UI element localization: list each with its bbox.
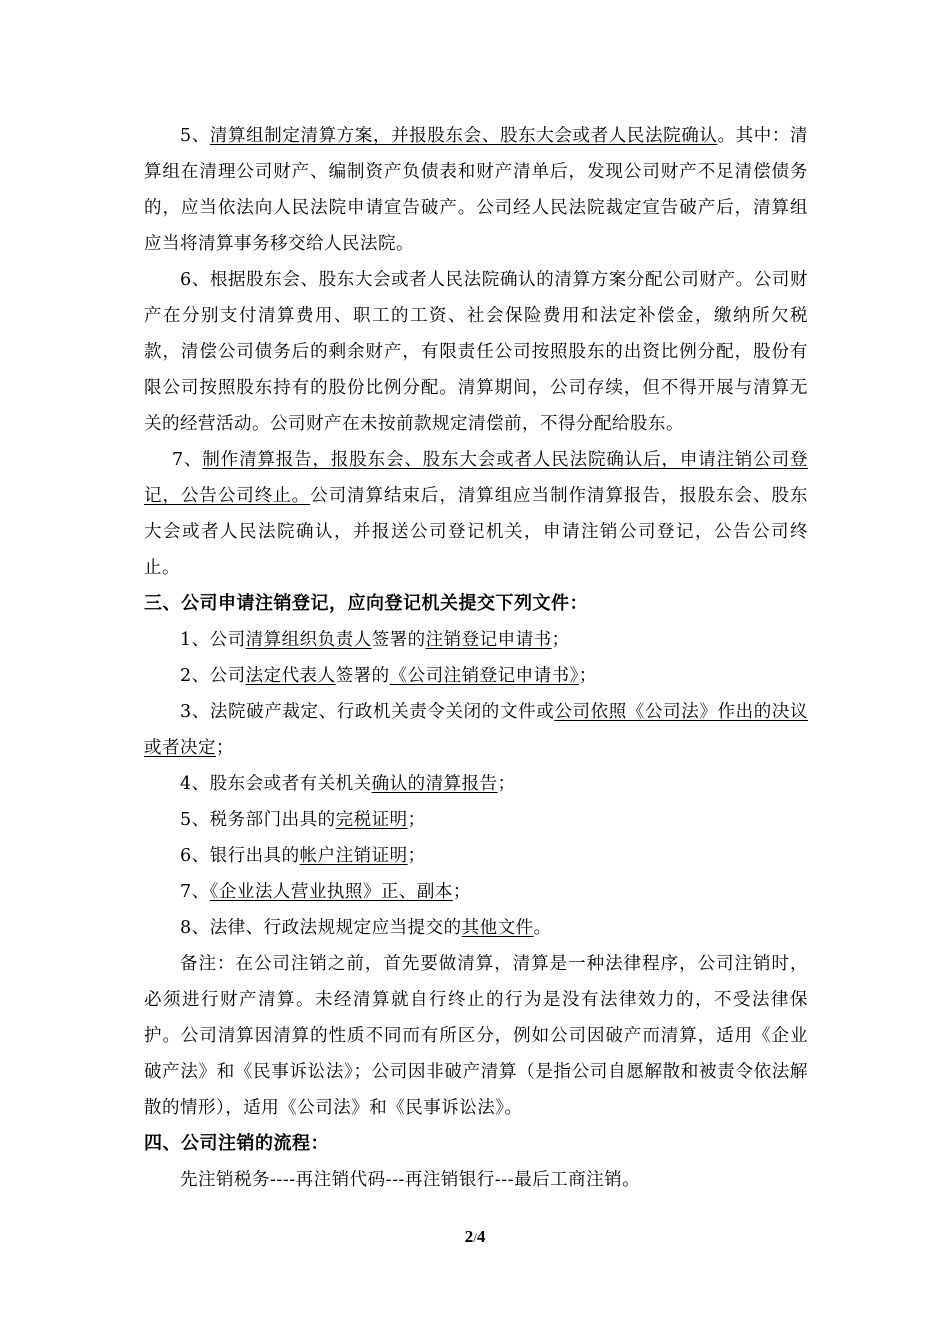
item-text: 5、税务部门出具的 <box>180 810 336 830</box>
item-text: ； <box>216 738 234 758</box>
underlined-text: 注销登记申请书 <box>425 630 552 650</box>
item-text: 。 <box>533 918 552 938</box>
paragraph-text: 。其中：清算组在清理公司财产、编制资产负债表和财产清单后，发现公司财产不足清偿债务的，应当依法向人民法院申请宣告破产。公司经人民法院裁定宣告破产后，清算组应当将清算事务移交给人民法院。 <box>144 126 808 254</box>
underlined-text: 制作清算报告，报股东会、股东大会或者人民法院确认后，申请注销公司登记，公告公司终止。 <box>144 450 809 506</box>
underlined-text: 《企业法人营业执照》正、副本 <box>209 882 453 902</box>
item-text: ； <box>407 810 426 830</box>
list-item-2 <box>144 658 808 694</box>
page-number <box>0 1227 950 1247</box>
section-heading-3: 三、公司申请注销登记，应向登记机关提交下列文件： <box>144 593 588 614</box>
item-text: 8、法律、行政法规规定应当提交的 <box>180 918 462 938</box>
list-item-4 <box>144 766 808 802</box>
total-pages: 4 <box>476 1227 486 1246</box>
underlined-text: 完税证明 <box>335 810 408 830</box>
item-text: 4、股东会或者有关机关 <box>180 774 372 794</box>
list-item-7 <box>144 874 808 910</box>
item-text: 2、公司 <box>180 666 246 686</box>
underlined-text: 其他文件 <box>461 918 534 938</box>
item-number: 5、 <box>180 126 210 146</box>
item-text: ； <box>578 666 597 686</box>
list-item-3 <box>144 694 808 766</box>
paragraph-5 <box>144 118 808 262</box>
page-separator: / <box>473 1230 477 1245</box>
item-text: ； <box>497 774 516 794</box>
item-text: 签署的 <box>335 666 390 686</box>
paragraph-text: 公司清算结束后，清算组应当制作清算报告，报股东会、股东大会或者人民法院确认，并报送公司登记机关，申请注销公司登记，公告公司终止。 <box>144 486 809 578</box>
process-flow: 先注销税务----再注销代码---再注销银行---最后工商注销。 <box>180 1170 641 1190</box>
underlined-text: 清算组制定清算方案，并报股东会、股东大会或者人民法院确认 <box>209 126 718 146</box>
item-text: 1、公司 <box>180 630 246 650</box>
paragraph-7 <box>144 442 808 586</box>
underlined-text: 法定代表人 <box>245 666 336 686</box>
underlined-text: 确认的清算报告 <box>371 774 498 794</box>
item-text: ； <box>452 882 471 902</box>
underlined-text: 《公司注销登记申请书》 <box>389 666 579 686</box>
paragraph-6: 6、根据股东会、股东大会或者人民法院确认的清算方案分配公司财产。公司财产在分别支付清算费用、职工的工资、社会保险费用和法定补偿金，缴纳所欠税款，清偿公司债务后的剩余财产，有限责任公司按照股东的出资比例分配，股份有限公司按照股东持有的股份比例分配。清算期间，公司存续，但不得开展与清算无关的经营活动。公司财产在未按前款规定清偿前，不得分配给股东。 <box>144 270 808 434</box>
item-text: ； <box>407 846 426 866</box>
item-text: 3、法院破产裁定、行政机关责令关闭的文件或 <box>180 702 555 722</box>
item-text: 7、 <box>180 882 210 902</box>
item-text: ； <box>551 630 570 650</box>
underlined-text: 帐户注销证明 <box>299 846 408 866</box>
item-text: 6、银行出具的 <box>180 846 300 866</box>
item-text: 签署的 <box>371 630 426 650</box>
list-item-5 <box>144 802 808 838</box>
item-number: 7、 <box>172 450 203 470</box>
list-item-1 <box>144 622 808 658</box>
list-item-8 <box>144 910 808 946</box>
page-content <box>144 118 808 1198</box>
underlined-text: 清算组织负责人 <box>245 630 372 650</box>
underlined-text: 公司依照《公司法》作出的决议或者决定 <box>144 702 808 758</box>
section-heading-4: 四、公司注销的流程： <box>144 1133 329 1154</box>
current-page: 2 <box>464 1227 474 1246</box>
note-paragraph: 备注：在公司注销之前，首先要做清算，清算是一种法律程序，公司注销时，必须进行财产清算。未经清算就自行终止的行为是没有法律效力的，不受法律保护。公司清算因清算的性质不同而有所区分，例如公司因破产而清算，适用《企业破产法》和《民事诉讼法》；公司因非破产清算（是指公司自愿解散和被责令依法解散的情形），适用《公司法》和《民事诉讼法》。 <box>144 954 808 1118</box>
list-item-6 <box>144 838 808 874</box>
